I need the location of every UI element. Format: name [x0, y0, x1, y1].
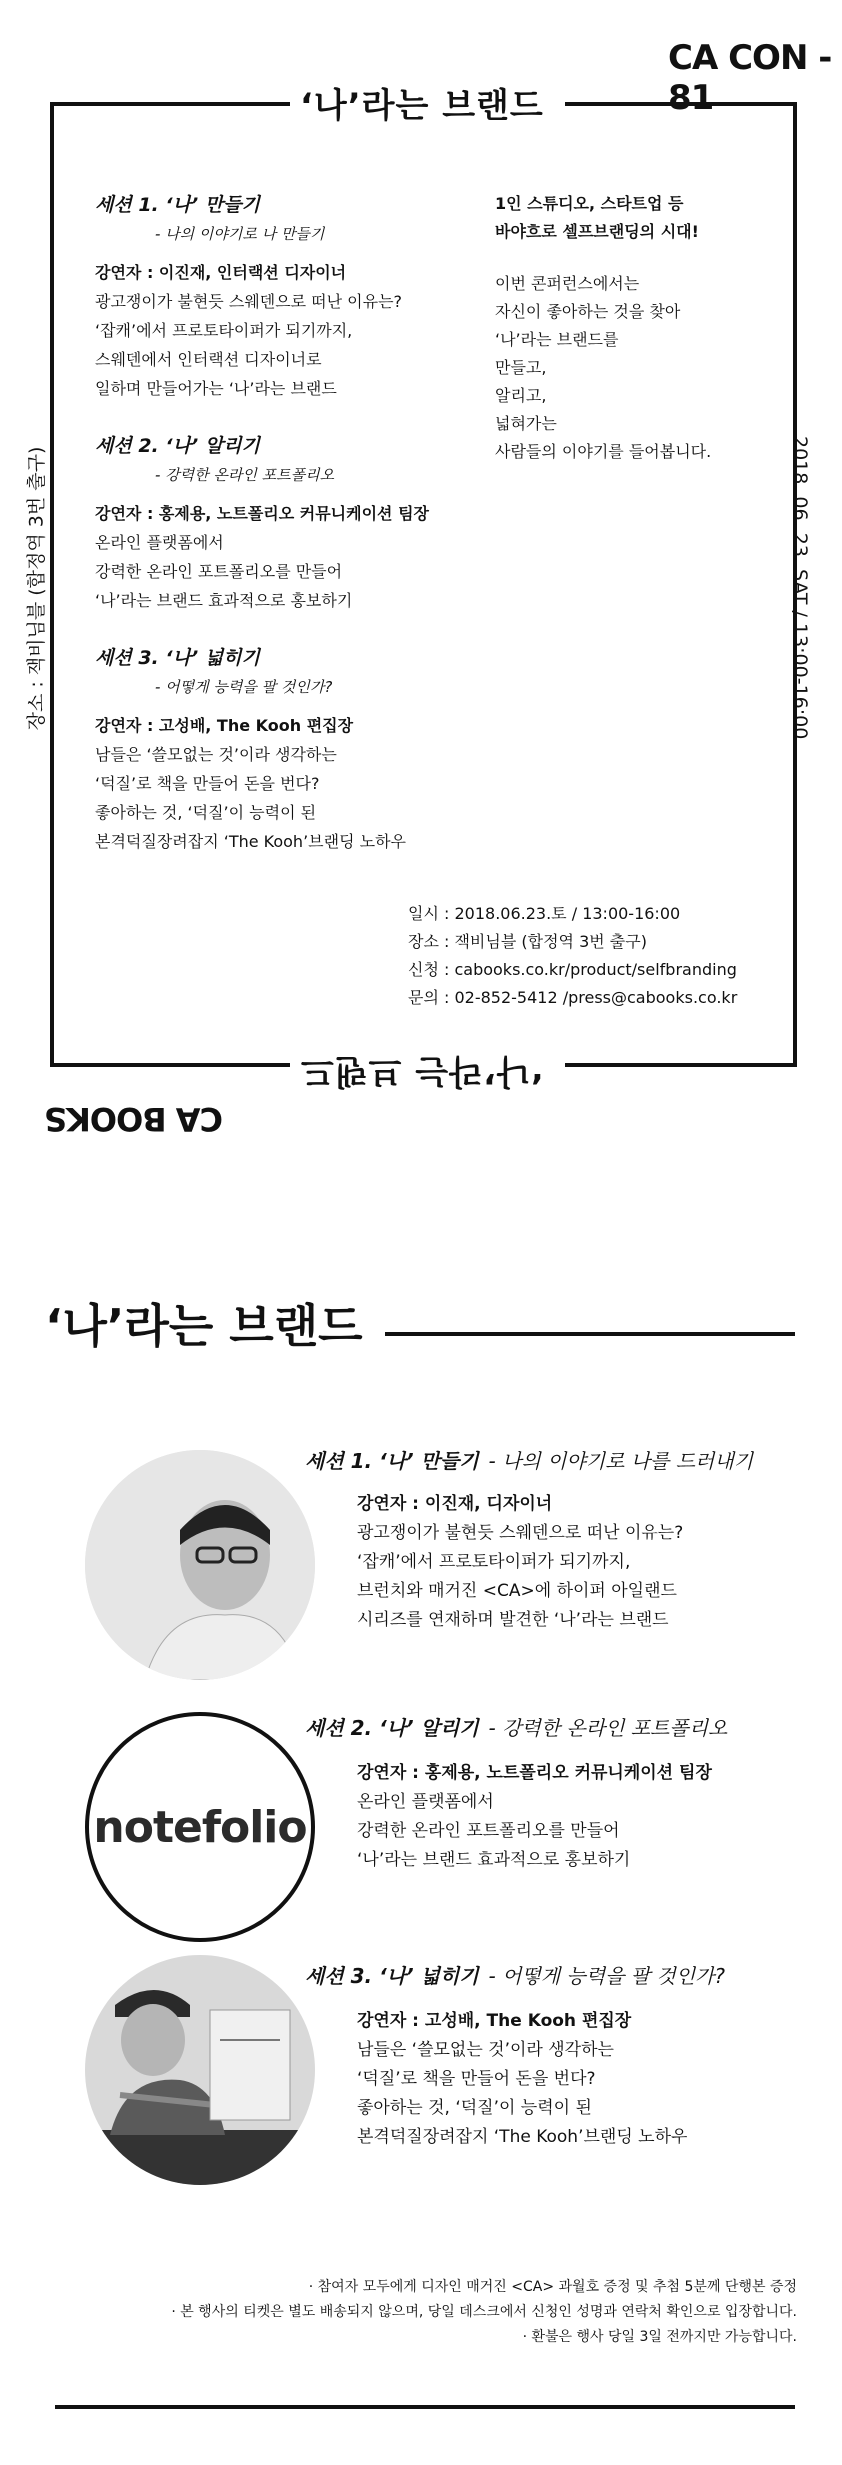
session-line: ‘덕질’로 책을 만들어 돈을 번다? — [95, 774, 320, 793]
poster-title-flipped: ‘나’라는 브랜드 — [300, 1051, 544, 1091]
poster-title: ‘나’라는 브랜드 — [300, 86, 544, 126]
poster-session-3 — [95, 643, 515, 856]
session-line: 좋아하는 것, ‘덕질’이 능력이 된 — [95, 803, 317, 822]
session-title: 세션 1. ‘나’ 만들기 — [305, 1449, 479, 1473]
person-photo-icon — [85, 1450, 315, 1680]
session-line: 온라인 플랫폼에서 — [95, 533, 224, 552]
intro-line: 넓혀가는 — [495, 414, 557, 433]
info-line: 문의 : 02-852-5412 /press@cabooks.co.kr — [408, 988, 738, 1007]
session-subtitle: - 강력한 온라인 포트폴리오 — [155, 466, 335, 484]
notice-item: · 본 행사의 티켓은 별도 배송되지 않으며, 당일 데스크에서 신청인 성명과 연락처 확인으로 입장합니다. — [171, 2304, 797, 2320]
session-line: 브런치와 매거진 <CA>에 하이퍼 아일랜드 — [357, 1581, 677, 1601]
poster-session-1 — [95, 190, 515, 403]
session-line: 광고쟁이가 불현듯 스웨덴으로 떠난 이유는? — [357, 1523, 684, 1543]
session-title: 세션 3. ‘나’ 넓히기 — [305, 1964, 479, 1988]
session-head — [305, 1712, 727, 1741]
notice-item: · 참여자 모두에게 디자인 매거진 <CA> 과월호 증정 및 추첨 5분께 단행본 증정 — [308, 2279, 797, 2295]
intro-line: 만들고, — [495, 358, 547, 377]
poster-intro — [495, 190, 785, 466]
session-subtitle: - 어떻게 능력을 팔 것인가? — [155, 678, 333, 696]
poster-sessions — [95, 190, 515, 856]
frame-top-left — [50, 102, 290, 106]
bottom-rule — [55, 2405, 795, 2409]
session-line: 일하며 만들어가는 ‘나’라는 브랜드 — [95, 379, 337, 398]
cacon-logo: CA CON - 81 — [668, 38, 832, 118]
session-body — [357, 1490, 753, 1635]
date-text: 2018. 06. 23. SAT / 13:00-16:00 — [789, 436, 811, 740]
session-title: 세션 3. ‘나’ 넓히기 — [95, 647, 260, 669]
session-speaker: 강연자 : 홍제용, 노트폴리오 커뮤니케이션 팀장 — [357, 1763, 712, 1783]
session-speaker: 강연자 : 고성배, The Kooh 편집장 — [95, 716, 354, 735]
session-body — [95, 258, 515, 403]
session-line: 온라인 플랫폼에서 — [357, 1792, 494, 1812]
session-subtitle: - 나의 이야기로 나 만들기 — [155, 225, 325, 243]
frame-bottom-right — [565, 1063, 797, 1067]
session-line: ‘나’라는 브랜드 효과적으로 홍보하기 — [357, 1850, 631, 1870]
notice-list — [37, 2275, 797, 2350]
session-title: 세션 2. ‘나’ 알리기 — [95, 435, 260, 457]
session-line: 시리즈를 연재하며 발견한 ‘나’라는 브랜드 — [357, 1610, 669, 1630]
session-line: ‘잡캐’에서 프로토타이퍼가 되기까지, — [357, 1552, 631, 1572]
session-line: 광고쟁이가 불현듯 스웨덴으로 떠난 이유는? — [95, 292, 403, 311]
intro-line: ‘나’라는 브랜드를 — [495, 330, 619, 349]
title-rule — [385, 1332, 795, 1336]
session-line: ‘나’라는 브랜드 효과적으로 홍보하기 — [95, 591, 353, 610]
session-speaker: 강연자 : 이진재, 디자이너 — [357, 1494, 553, 1514]
session-head — [305, 1960, 725, 1989]
avatar-notefolio — [85, 1712, 315, 1942]
session-speaker: 강연자 : 홍제용, 노트폴리오 커뮤니케이션 팀장 — [95, 504, 429, 523]
session-speaker: 강연자 : 고성배, The Kooh 편집장 — [357, 2011, 632, 2031]
frame-bottom-left — [50, 1063, 290, 1067]
person-photo-icon — [85, 1955, 315, 2185]
session-line: 남들은 ‘쓸모없는 것’이라 생각하는 — [95, 745, 337, 764]
info-line: 일시 : 2018.06.23.토 / 13:00-16:00 — [408, 904, 681, 923]
session-speaker: 강연자 : 이진재, 인터랙션 디자이너 — [95, 263, 347, 282]
session-line: 강력한 온라인 포트폴리오를 만들어 — [95, 562, 343, 581]
session-line: 좋아하는 것, ‘덕질’이 능력이 된 — [357, 2098, 592, 2118]
session-line: 남들은 ‘쓸모없는 것’이라 생각하는 — [357, 2040, 614, 2060]
cabooks-logo: CA BOOKS — [45, 1100, 224, 1138]
intro-line — [495, 246, 785, 270]
intro-line: 사람들의 이야기를 들어봅니다. — [495, 442, 712, 461]
info-line: 신청 : cabooks.co.kr/product/selfbranding — [408, 960, 737, 979]
avatar-speaker-3 — [85, 1955, 315, 2185]
session-line: 본격덕질장려잡지 ‘The Kooh’브랜딩 노하우 — [357, 2127, 688, 2147]
detail-session-3 — [305, 1960, 725, 2152]
session-line: ‘덕질’로 책을 만들어 돈을 번다? — [357, 2069, 596, 2089]
session-body — [357, 2007, 725, 2152]
session-tag: - 어떻게 능력을 팔 것인가? — [488, 1964, 725, 1988]
vertical-date — [650, 436, 842, 740]
intro-line: 이번 콘퍼런스에서는 — [495, 274, 640, 293]
intro-line: 알리고, — [495, 386, 547, 405]
info-line: 장소 : 잭비님블 (합정역 3번 출구) — [408, 932, 647, 951]
session-tag: - 강력한 온라인 포트폴리오 — [488, 1716, 728, 1740]
session-title: 세션 1. ‘나’ 만들기 — [95, 194, 260, 216]
detail-session-2 — [305, 1712, 727, 1875]
session-body — [357, 1759, 727, 1875]
session-line: ‘잡캐’에서 프로토타이퍼가 되기까지, — [95, 321, 353, 340]
detail-session-1 — [305, 1445, 753, 1635]
session-head — [305, 1445, 753, 1474]
avatar-speaker-1 — [85, 1450, 315, 1680]
session-line: 본격덕질장려잡지 ‘The Kooh’브랜딩 노하우 — [95, 832, 406, 851]
session-title: 세션 2. ‘나’ 알리기 — [305, 1716, 479, 1740]
intro-line: 바야흐로 셀프브랜딩의 시대! — [495, 222, 699, 241]
session-body — [95, 711, 515, 856]
notice-item: · 환불은 행사 당일 3일 전까지만 가능합니다. — [522, 2329, 797, 2345]
intro-line: 1인 스튜디오, 스타트업 등 — [495, 194, 684, 213]
session-tag: - 나의 이야기로 나를 드러내기 — [488, 1449, 754, 1473]
notefolio-logo: notefolio — [93, 1801, 307, 1853]
session-line: 스웨덴에서 인터랙션 디자이너로 — [95, 350, 322, 369]
intro-line: 자신이 좋아하는 것을 찾아 — [495, 302, 681, 321]
venue-text: 장소 : 잭비님블 (합정역 3번 출구) — [25, 446, 48, 731]
session-line: 강력한 온라인 포트폴리오를 만들어 — [357, 1821, 620, 1841]
detail-title: ‘나’라는 브랜드 — [45, 1299, 363, 1353]
poster-info — [408, 900, 737, 1012]
